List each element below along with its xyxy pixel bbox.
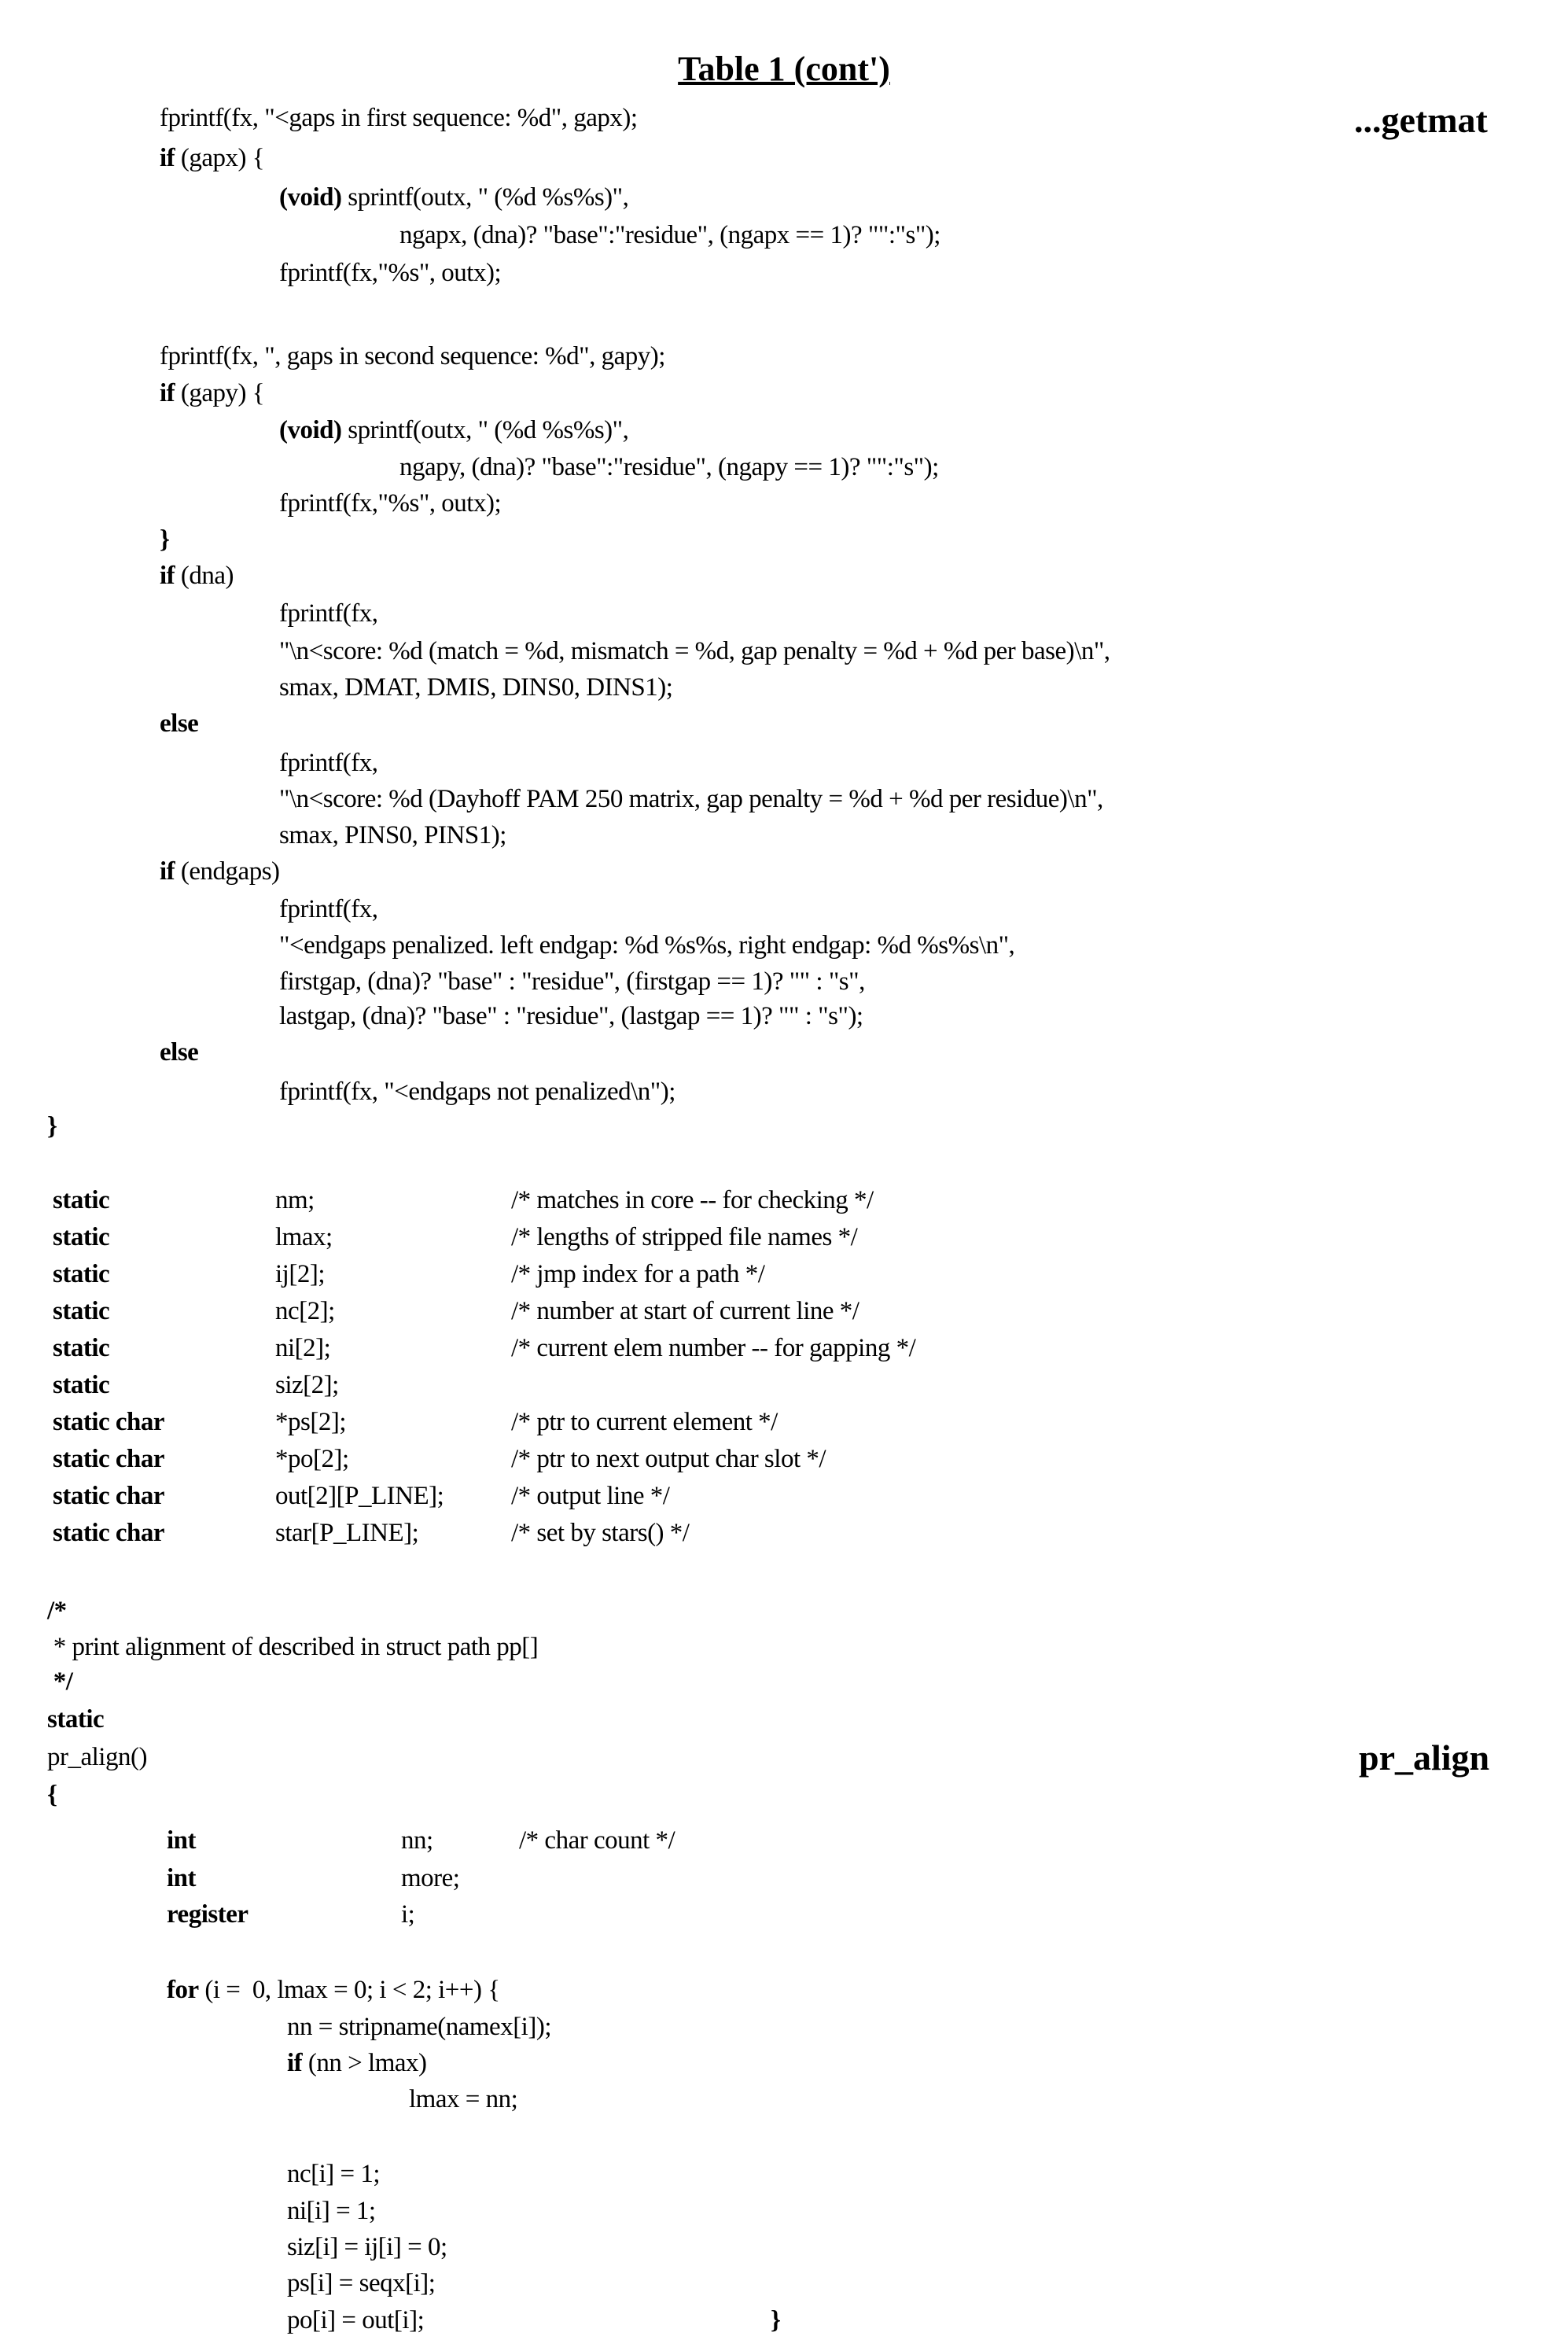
decl-comment: /* char count */	[519, 1826, 675, 1855]
code-line: ni[i] = 1;	[287, 2197, 376, 2225]
code-line	[160, 142, 264, 174]
decl-name: nn;	[401, 1826, 433, 1855]
close-brace: }	[160, 525, 170, 554]
decl-name: ni[2];	[275, 1334, 331, 1362]
decl-comment: /* jmp index for a path */	[511, 1260, 765, 1288]
decl-type: register	[167, 1900, 248, 1929]
page-title: Table 1 (cont')	[678, 50, 890, 88]
code-text: (dna)	[175, 562, 234, 590]
code-line: siz[i] = ij[i] = 0;	[287, 2233, 447, 2261]
code-text: (gapy) {	[175, 379, 265, 407]
decl-type: static	[53, 1297, 110, 1325]
code-line	[160, 378, 264, 409]
close-brace: }	[771, 2306, 781, 2334]
code-line: lastgap, (dna)? "base" : "residue", (lastgap == 1)? "" : "s");	[279, 1002, 863, 1030]
decl-comment: /* ptr to next output char slot */	[511, 1445, 826, 1473]
code-line: fprintf(fx,	[279, 749, 378, 777]
decl-name: ij[2];	[275, 1260, 325, 1288]
code-line: ngapx, (dna)? "base":"residue", (ngapx == 1)? "":"s");	[399, 221, 940, 249]
comment-close: */	[47, 1667, 73, 1696]
code-line: smax, DMAT, DMIS, DINS0, DINS1);	[279, 673, 673, 702]
code-line: fprintf(fx, "<endgaps not penalized\n");	[279, 1078, 675, 1106]
code-line: po[i] = out[i];	[287, 2306, 425, 2334]
code-line: ps[i] = seqx[i];	[287, 2269, 436, 2297]
keyword-else: else	[160, 1038, 199, 1067]
decl-comment: /* set by stars() */	[511, 1519, 690, 1547]
code-line	[160, 856, 280, 887]
code-line: lmax = nn;	[409, 2085, 518, 2113]
code-line	[160, 560, 234, 591]
keyword: if	[160, 379, 175, 407]
decl-name: i;	[401, 1900, 415, 1929]
code-line: ngapy, (dna)? "base":"residue", (ngapy == 1)? "":"s");	[399, 453, 939, 481]
decl-name: *ps[2];	[275, 1408, 346, 1436]
keyword: for	[167, 1976, 199, 2004]
code-line: fprintf(fx,"%s", outx);	[279, 489, 502, 518]
keyword-static: static	[47, 1705, 105, 1734]
code-line	[287, 2047, 427, 2079]
keyword: if	[287, 2049, 303, 2077]
code-text: sprintf(outx, " (%d %s%s)",	[341, 183, 629, 212]
function-label-getmat: ...getmat	[1354, 100, 1488, 140]
decl-comment: /* lengths of stripped file names */	[511, 1223, 858, 1251]
decl-comment: /* current elem number -- for gapping */	[511, 1334, 916, 1362]
comment-body: * print alignment of described in struct path pp[]	[47, 1633, 539, 1661]
keyword: (void)	[279, 416, 342, 444]
decl-type: static	[53, 1223, 110, 1251]
decl-name: more;	[401, 1864, 460, 1892]
keyword-else: else	[160, 709, 199, 738]
decl-type: static	[53, 1334, 110, 1362]
code-line: smax, PINS0, PINS1);	[279, 821, 506, 849]
decl-name: out[2][P_LINE];	[275, 1482, 444, 1510]
decl-type: static	[53, 1371, 110, 1399]
keyword: if	[160, 857, 175, 886]
code-text: sprintf(outx, " (%d %s%s)",	[341, 416, 629, 444]
decl-name: siz[2];	[275, 1371, 339, 1399]
code-text: (nn > lmax)	[302, 2049, 427, 2077]
decl-type: static char	[53, 1519, 165, 1547]
decl-type: int	[167, 1826, 197, 1855]
decl-comment: /* output line */	[511, 1482, 670, 1510]
code-text: (i = 0, lmax = 0; i < 2; i++) {	[198, 1976, 500, 2004]
decl-type: static char	[53, 1445, 165, 1473]
keyword: if	[160, 144, 175, 172]
comment-open: /*	[47, 1597, 67, 1625]
function-signature: pr_align()	[47, 1743, 147, 1771]
code-line: fprintf(fx,	[279, 599, 378, 628]
code-text: (endgaps)	[175, 857, 280, 886]
code-line: "\n<score: %d (Dayhoff PAM 250 matrix, gap penalty = %d + %d per residue)\n",	[279, 785, 1103, 813]
decl-type: int	[167, 1864, 197, 1892]
code-text: (gapx) {	[175, 144, 265, 172]
code-line: nc[i] = 1;	[287, 2160, 381, 2188]
for-line	[167, 1974, 500, 2006]
keyword: (void)	[279, 183, 342, 212]
decl-type: static char	[53, 1408, 165, 1436]
decl-type: static	[53, 1260, 110, 1288]
function-label-pr-align: pr_align	[1359, 1737, 1490, 1778]
code-line: "<endgaps penalized. left endgap: %d %s%s, right endgap: %d %s%s\n",	[279, 931, 1015, 960]
decl-name: nc[2];	[275, 1297, 335, 1325]
code-line	[279, 182, 628, 213]
code-line: fprintf(fx,	[279, 895, 378, 923]
decl-comment: /* ptr to current element */	[511, 1408, 778, 1436]
code-line: firstgap, (dna)? "base" : "residue", (firstgap == 1)? "" : "s",	[279, 967, 865, 996]
code-line: fprintf(fx, "<gaps in first sequence: %d", gapx);	[160, 104, 638, 132]
open-brace: {	[47, 1781, 57, 1809]
decl-type: static char	[53, 1482, 165, 1510]
code-line	[279, 415, 628, 446]
decl-type: static	[53, 1186, 110, 1214]
decl-name: star[P_LINE];	[275, 1519, 419, 1547]
close-brace: }	[47, 1112, 57, 1140]
decl-name: lmax;	[275, 1223, 333, 1251]
code-line: fprintf(fx,"%s", outx);	[279, 259, 502, 287]
decl-name: *po[2];	[275, 1445, 349, 1473]
decl-name: nm;	[275, 1186, 315, 1214]
code-line: nn = stripname(namex[i]);	[287, 2013, 551, 2041]
code-line: fprintf(fx, ", gaps in second sequence: %d", gapy);	[160, 342, 665, 370]
keyword: if	[160, 562, 175, 590]
decl-comment: /* matches in core -- for checking */	[511, 1186, 874, 1214]
code-line: "\n<score: %d (match = %d, mismatch = %d, gap penalty = %d + %d per base)\n",	[279, 637, 1110, 665]
decl-comment: /* number at start of current line */	[511, 1297, 859, 1325]
